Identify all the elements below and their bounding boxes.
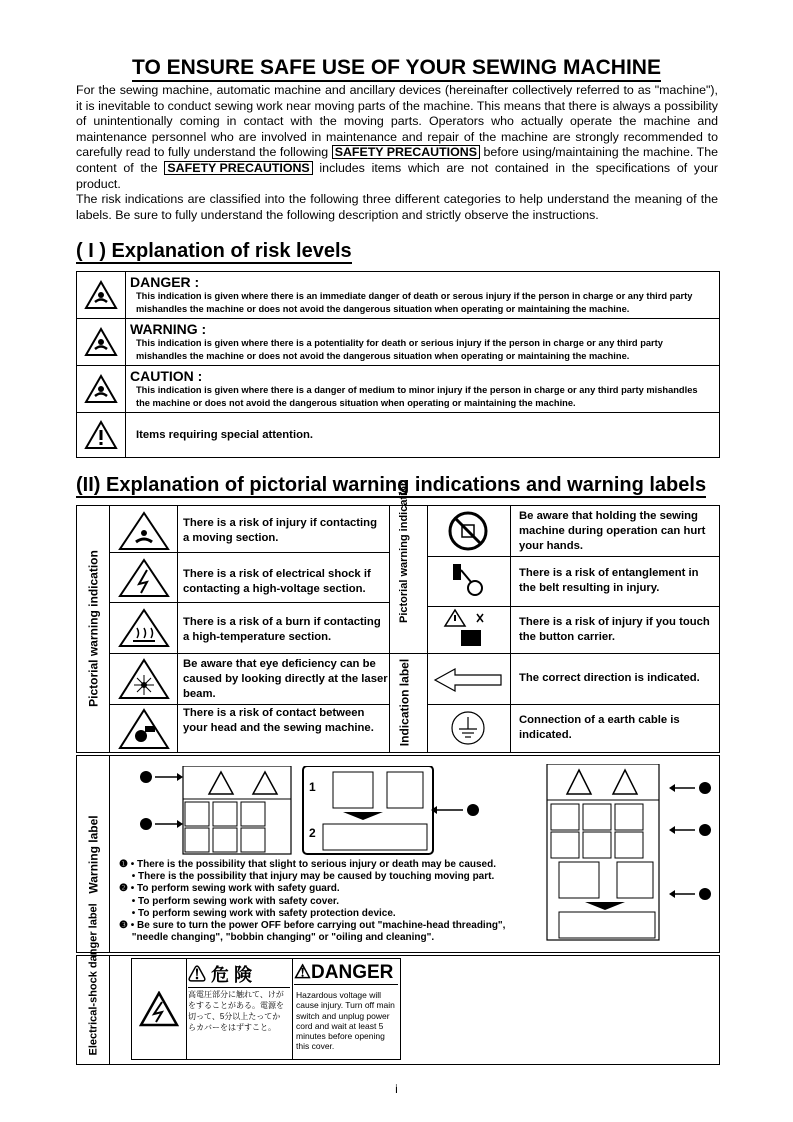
belt-entanglement-icon [445, 560, 491, 602]
section1-heading: ( I ) Explanation of risk levels [76, 240, 352, 262]
risk-row-caution: CAUTION : This indication is given where there is a danger of medium to minor injury if the person in charge or any third party mishandles the machine or does not avoid the dangerous situation when operating or maintaining the machine. [77, 366, 719, 413]
pictorial-warning-table: Pictorial warning indication Pictorial warning indication Indication label There is a risk of injury if contacting a moving section. There is a risk of electrical shock if contacting a high-voltage section. There is a risk of a burn if contacting a high-temperature section. Be aware that eye deficiency can be caused by looking directly at the laser beam. There is a risk of contact between your head and the sewing machine. Be aware that holding the sewing machine during operation can hurt your hands. There is a risk of entanglement in the belt resulting in injury. There is a risk of injury if you touch the button carrier. The correct direction is indicated. Connection of a earth cable is indicated. [76, 505, 720, 753]
warning-label-text: ❶ • There is the possibility that slight to serious injury or death may be caused. • There is the possibility that injury may be caused by touching moving part. ❷ • To perform sewing work with safety guard. • To perform sewing work with safety cover. • To perform sewing work with safety protection device. ❸ • Be sure to turn the power OFF before carrying out "machine-head threading", "needle changing", "bobbin changing" or "oiling and cleaning". [119, 859, 506, 944]
laser-icon [117, 658, 171, 700]
caution-icon [77, 366, 126, 412]
no-holding-hand-icon [445, 510, 491, 552]
electrical-shock-label-section [76, 903, 720, 1065]
button-carrier-icon [443, 608, 495, 650]
electrical-shock-label-title: Electrical-shock danger label [87, 903, 100, 1056]
warning-label-diagram-right [545, 764, 715, 944]
page-number: i [395, 1082, 398, 1096]
pictorial-warning-label: Pictorial warning indication [86, 550, 101, 707]
head-contact-icon [117, 708, 171, 750]
risk-row-warning: WARNING : This indication is given where there is a potentiality for death or serious injury if the person in charge or any third party mishandles the machine or does not avoid the dangerous situation when operating or maintaining the machine. [77, 319, 719, 366]
page-title: TO ENSURE SAFE USE OF YOUR SEWING MACHINE [0, 56, 793, 80]
safety-precautions-box: SAFETY PRECAUTIONS [332, 145, 480, 159]
warning-icon [77, 319, 126, 365]
earth-ground-icon [449, 709, 487, 747]
section2-heading: (II) Explanation of pictorial warning indications and warning labels [76, 474, 707, 496]
danger-sticker: ⚠ 危 険 高電圧部分に触れて、けがをすることがある。電源を切って、5分以上たってからカバーをはずすこと。 ⚠DANGER Hazardous voltage will cause injury. Turn off main switch and unplug power cord and wait at least 5 minutes before opening this cover. [131, 958, 401, 1060]
warning-label-section: Warning label 1 2 ❶ • There is the possibility that slight to serious injury or death may be caused. • There is the possibility that injury may be caused by touching moving part. ❷ • To perform sewing work with safety guard. • To perform sewing work with safety cover. • To perform sewing work with safety protection device. ❸ • Be sure to turn the power OFF before carrying out "machine-head threading", "needle changing", "bobbin changing" or "oiling and cleaning". [76, 755, 720, 953]
intro-text: For the sewing machine, automatic machine and ancillary devices (hereinafter collectively referred to as "machine"), it is inevitable to conduct sewing work near moving parts of the machine. This means that there is always a possibility of unintentionally coming in contact with the moving parts. Operators who actually operate the machine and maintenance personnel who are involved in maintenance and repair of the machine are strongly recommended to carefully read to fully understand the following SAFETY PRECAUTIONS before using/maintaining the machine. The content of the SAFETY PRECAUTIONS includes items which are not contained in the specifications of your product. The risk indications are classified into the following three different categories to help understand the meaning of the labels. Be sure to fully understand the following description and strictly observe the instructions. [76, 83, 718, 222]
electric-shock-icon [117, 558, 171, 598]
risk-row-danger: DANGER : This indication is given where there is an immediate danger of death or serous injury if the person in charge or any third party mishandles the machine or does not avoid the dangerous situation when operating or maintaining the machine. [77, 272, 719, 319]
risk-levels-table [76, 271, 720, 458]
warning-label-title: Warning label [86, 815, 101, 894]
safety-precautions-box: SAFETY PRECAUTIONS [164, 161, 312, 175]
risk-row-attention: Items requiring special attention. [77, 413, 719, 457]
indication-label: Indication label [397, 658, 412, 747]
pictorial-warning-label-2: Pictorial warning indication [398, 479, 410, 623]
warning-label-diagram-left [137, 766, 523, 866]
electric-shock-icon [139, 991, 179, 1027]
moving-section-icon [117, 511, 171, 551]
exclamation-triangle-icon [77, 413, 126, 457]
high-temperature-icon [117, 608, 171, 648]
danger-icon [77, 272, 126, 318]
direction-arrow-icon [431, 666, 505, 694]
